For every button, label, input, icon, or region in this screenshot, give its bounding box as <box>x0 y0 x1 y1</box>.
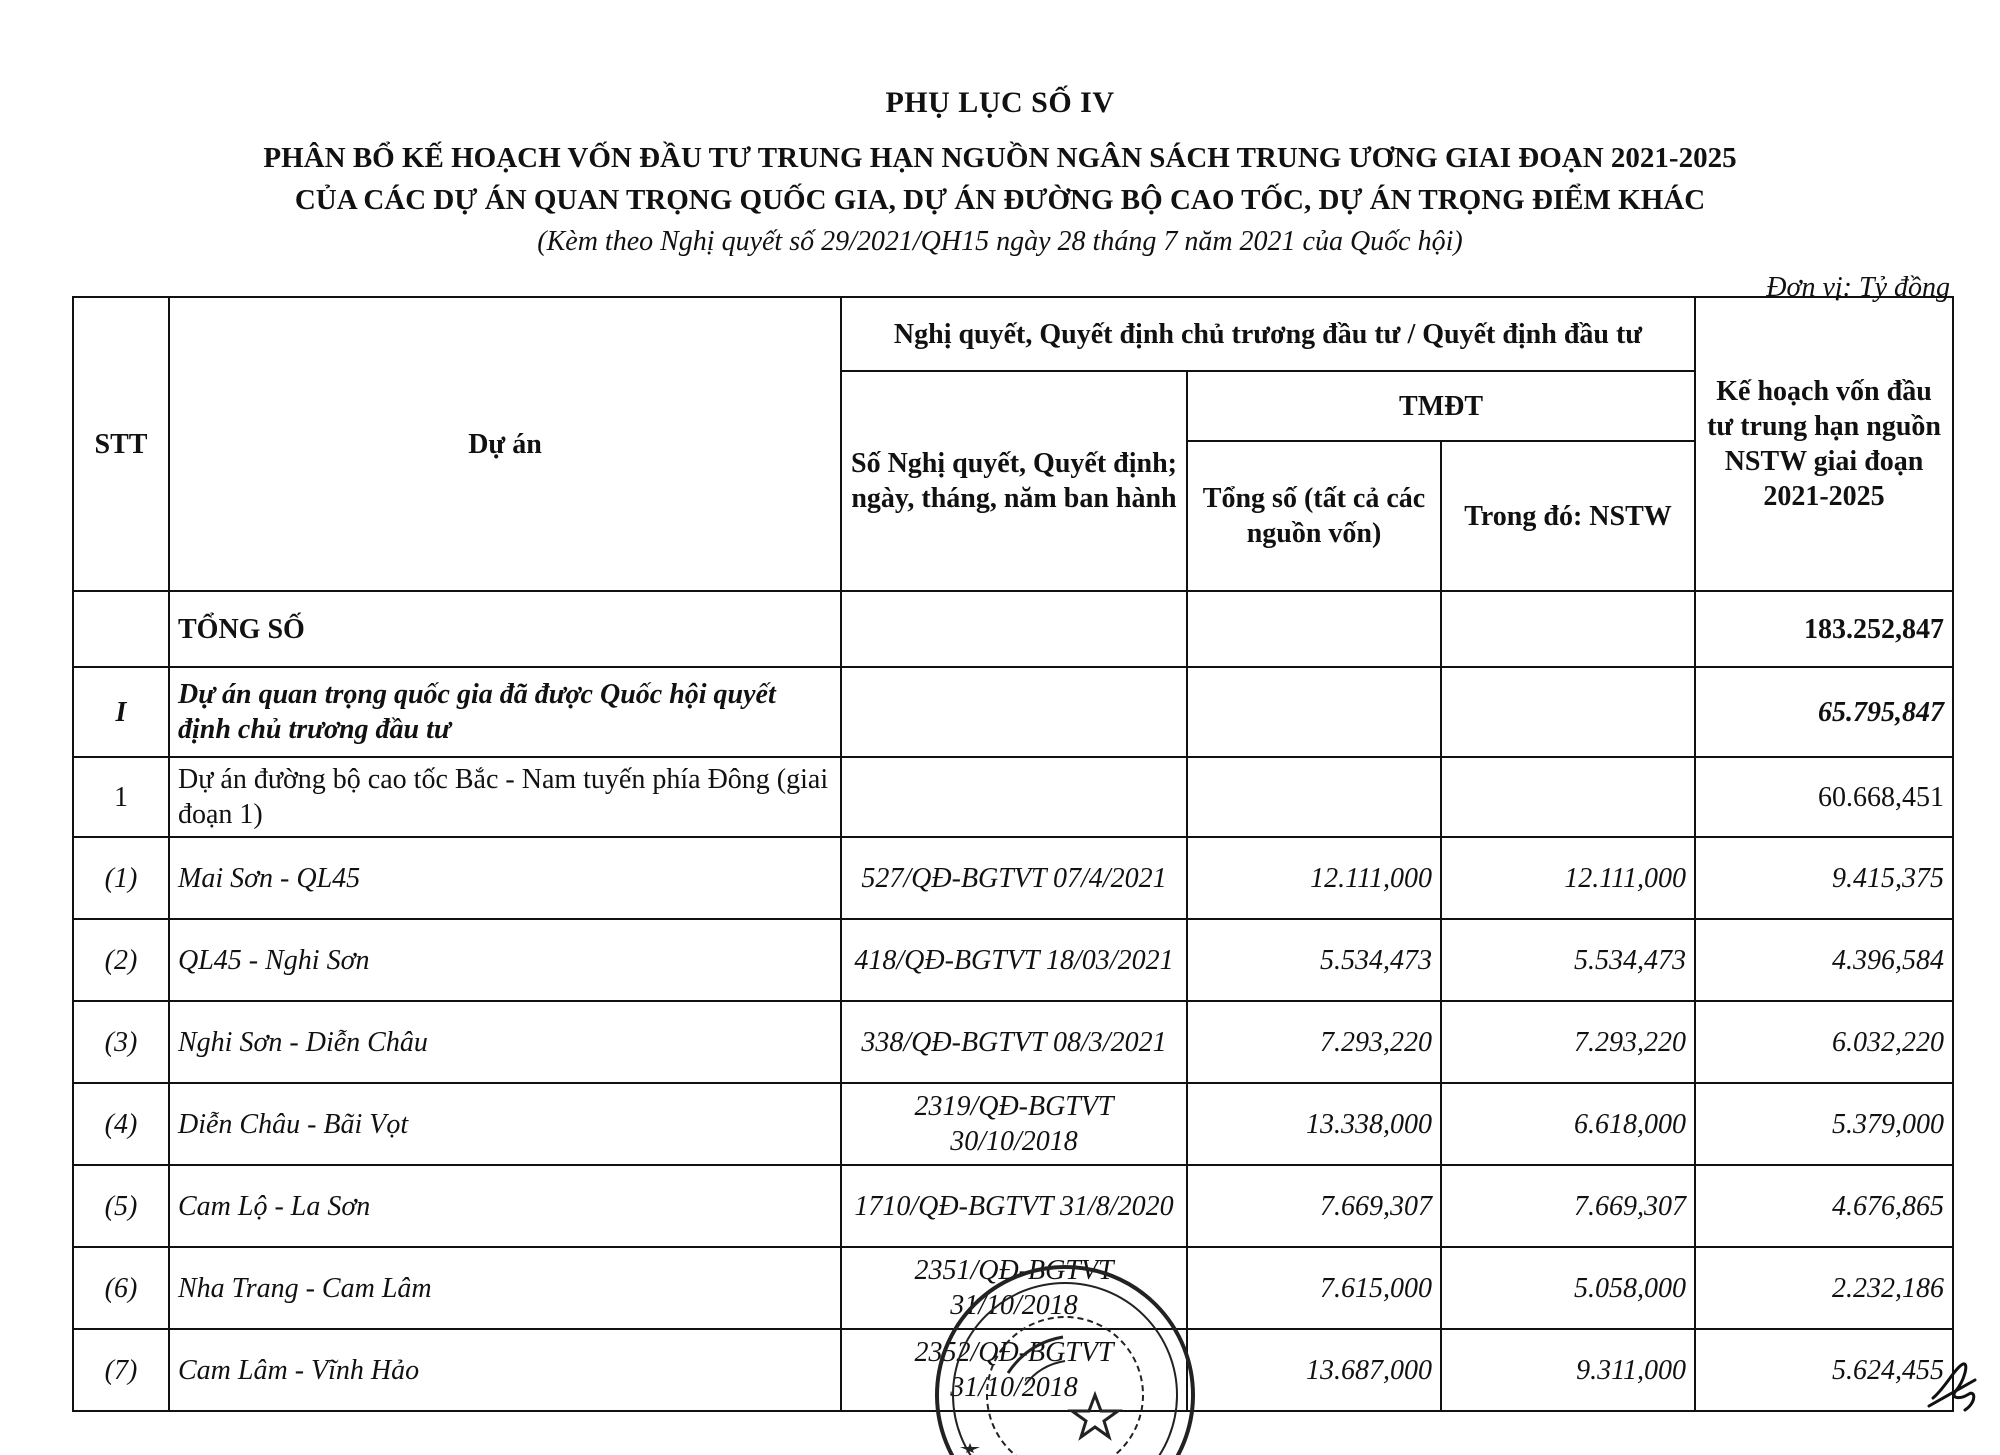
cell-decision: 2319/QĐ-BGTVT 30/10/2018 <box>841 1083 1187 1165</box>
cell-plan: 4.396,584 <box>1695 919 1953 1001</box>
cell-total <box>1187 591 1441 667</box>
column-header-total: Tổng số (tất cả các nguồn vốn) <box>1187 441 1441 591</box>
cell-plan: 6.032,220 <box>1695 1001 1953 1083</box>
cell-project: Nha Trang - Cam Lâm <box>169 1247 841 1329</box>
document-title-line-1: PHÂN BỔ KẾ HOẠCH VỐN ĐẦU TƯ TRUNG HẠN NGUỒN NGÂN SÁCH TRUNG ƯƠNG GIAI ĐOẠN 2021-2025 <box>263 142 1737 174</box>
cell-stt: (5) <box>73 1165 169 1247</box>
cell-decision: 2352/QĐ-BGTVT 31/10/2018 <box>841 1329 1187 1411</box>
cell-total: 12.111,000 <box>1187 837 1441 919</box>
cell-project: QL45 - Nghi Sơn <box>169 919 841 1001</box>
cell-stt: (7) <box>73 1329 169 1411</box>
cell-nstw: 7.669,307 <box>1441 1165 1695 1247</box>
cell-stt: I <box>73 667 169 757</box>
cell-total: 13.338,000 <box>1187 1083 1441 1165</box>
cell-nstw: 7.293,220 <box>1441 1001 1695 1083</box>
table-header <box>73 297 1953 591</box>
column-header-decision-group: Nghị quyết, Quyết định chủ trương đầu tư / Quyết định đầu tư <box>841 297 1695 371</box>
cell-decision: 2351/QĐ-BGTVT 31/10/2018 <box>841 1247 1187 1329</box>
table-row <box>73 919 1953 1001</box>
cell-stt: (6) <box>73 1247 169 1329</box>
cell-stt: 1 <box>73 757 169 837</box>
cell-plan: 4.676,865 <box>1695 1165 1953 1247</box>
cell-plan: 65.795,847 <box>1695 667 1953 757</box>
table-row <box>73 1083 1953 1165</box>
cell-project: Diễn Châu - Bãi Vọt <box>169 1083 841 1165</box>
cell-project: Nghi Sơn - Diễn Châu <box>169 1001 841 1083</box>
cell-total: 5.534,473 <box>1187 919 1441 1001</box>
cell-stt: (2) <box>73 919 169 1001</box>
cell-total <box>1187 667 1441 757</box>
cell-plan: 2.232,186 <box>1695 1247 1953 1329</box>
cell-plan: 5.379,000 <box>1695 1083 1953 1165</box>
column-header-plan: Kế hoạch vốn đầu tư trung hạn nguồn NSTW giai đoạn 2021-2025 <box>1695 297 1953 591</box>
document-subtitle: (Kèm theo Nghị quyết số 29/2021/QH15 ngày 28 tháng 7 năm 2021 của Quốc hội) <box>537 226 1463 257</box>
cell-total: 7.293,220 <box>1187 1001 1441 1083</box>
cell-nstw: 6.618,000 <box>1441 1083 1695 1165</box>
column-header-tmdt: TMĐT <box>1187 371 1695 441</box>
cell-plan: 60.668,451 <box>1695 757 1953 837</box>
table-row <box>73 837 1953 919</box>
cell-nstw: 12.111,000 <box>1441 837 1695 919</box>
cell-nstw <box>1441 757 1695 837</box>
cell-total: 7.669,307 <box>1187 1165 1441 1247</box>
cell-total <box>1187 757 1441 837</box>
investment-table <box>72 296 1954 1412</box>
cell-stt: (3) <box>73 1001 169 1083</box>
cell-decision <box>841 667 1187 757</box>
cell-project: Mai Sơn - QL45 <box>169 837 841 919</box>
cell-decision: 418/QĐ-BGTVT 18/03/2021 <box>841 919 1187 1001</box>
cell-stt <box>73 591 169 667</box>
cell-plan: 5.624,455 <box>1695 1329 1953 1411</box>
unit-label: Đơn vị: Tỷ đồng <box>1766 272 1950 303</box>
cell-stt: (1) <box>73 837 169 919</box>
table-row <box>73 1001 1953 1083</box>
column-header-decision-no: Số Nghị quyết, Quyết định; ngày, tháng, năm ban hành <box>841 371 1187 591</box>
cell-project: Cam Lộ - La Sơn <box>169 1165 841 1247</box>
cell-decision: 1710/QĐ-BGTVT 31/8/2020 <box>841 1165 1187 1247</box>
cell-nstw: 5.534,473 <box>1441 919 1695 1001</box>
column-header-nstw: Trong đó: NSTW <box>1441 441 1695 591</box>
cell-stt: (4) <box>73 1083 169 1165</box>
table-row-project <box>73 757 1953 837</box>
cell-project: Dự án đường bộ cao tốc Bắc - Nam tuyến phía Đông (giai đoạn 1) <box>169 757 841 837</box>
appendix-title: PHỤ LỤC SỐ IV <box>885 86 1115 119</box>
cell-nstw <box>1441 667 1695 757</box>
cell-decision <box>841 591 1187 667</box>
cell-total: 7.615,000 <box>1187 1247 1441 1329</box>
table-row-group <box>73 667 1953 757</box>
column-header-project: Dự án <box>169 297 841 591</box>
cell-decision: 338/QĐ-BGTVT 08/3/2021 <box>841 1001 1187 1083</box>
cell-plan: 9.415,375 <box>1695 837 1953 919</box>
table-row <box>73 1247 1953 1329</box>
cell-total: 13.687,000 <box>1187 1329 1441 1411</box>
cell-plan: 183.252,847 <box>1695 591 1953 667</box>
table-body <box>73 591 1953 1411</box>
cell-decision: 527/QĐ-BGTVT 07/4/2021 <box>841 837 1187 919</box>
cell-project: TỔNG SỐ <box>169 591 841 667</box>
cell-decision <box>841 757 1187 837</box>
cell-nstw: 5.058,000 <box>1441 1247 1695 1329</box>
table-row <box>73 1329 1953 1411</box>
cell-nstw: 9.311,000 <box>1441 1329 1695 1411</box>
cell-nstw <box>1441 591 1695 667</box>
table-row-total <box>73 591 1953 667</box>
document-title-line-2: CỦA CÁC DỰ ÁN QUAN TRỌNG QUỐC GIA, DỰ ÁN ĐƯỜNG BỘ CAO TỐC, DỰ ÁN TRỌNG ĐIỂM KHÁC <box>294 184 1706 216</box>
table-row <box>73 1165 1953 1247</box>
cell-project: Dự án quan trọng quốc gia đã được Quốc hội quyết định chủ trương đầu tư <box>169 667 841 757</box>
cell-project: Cam Lâm - Vĩnh Hảo <box>169 1329 841 1411</box>
column-header-stt: STT <box>73 297 169 591</box>
